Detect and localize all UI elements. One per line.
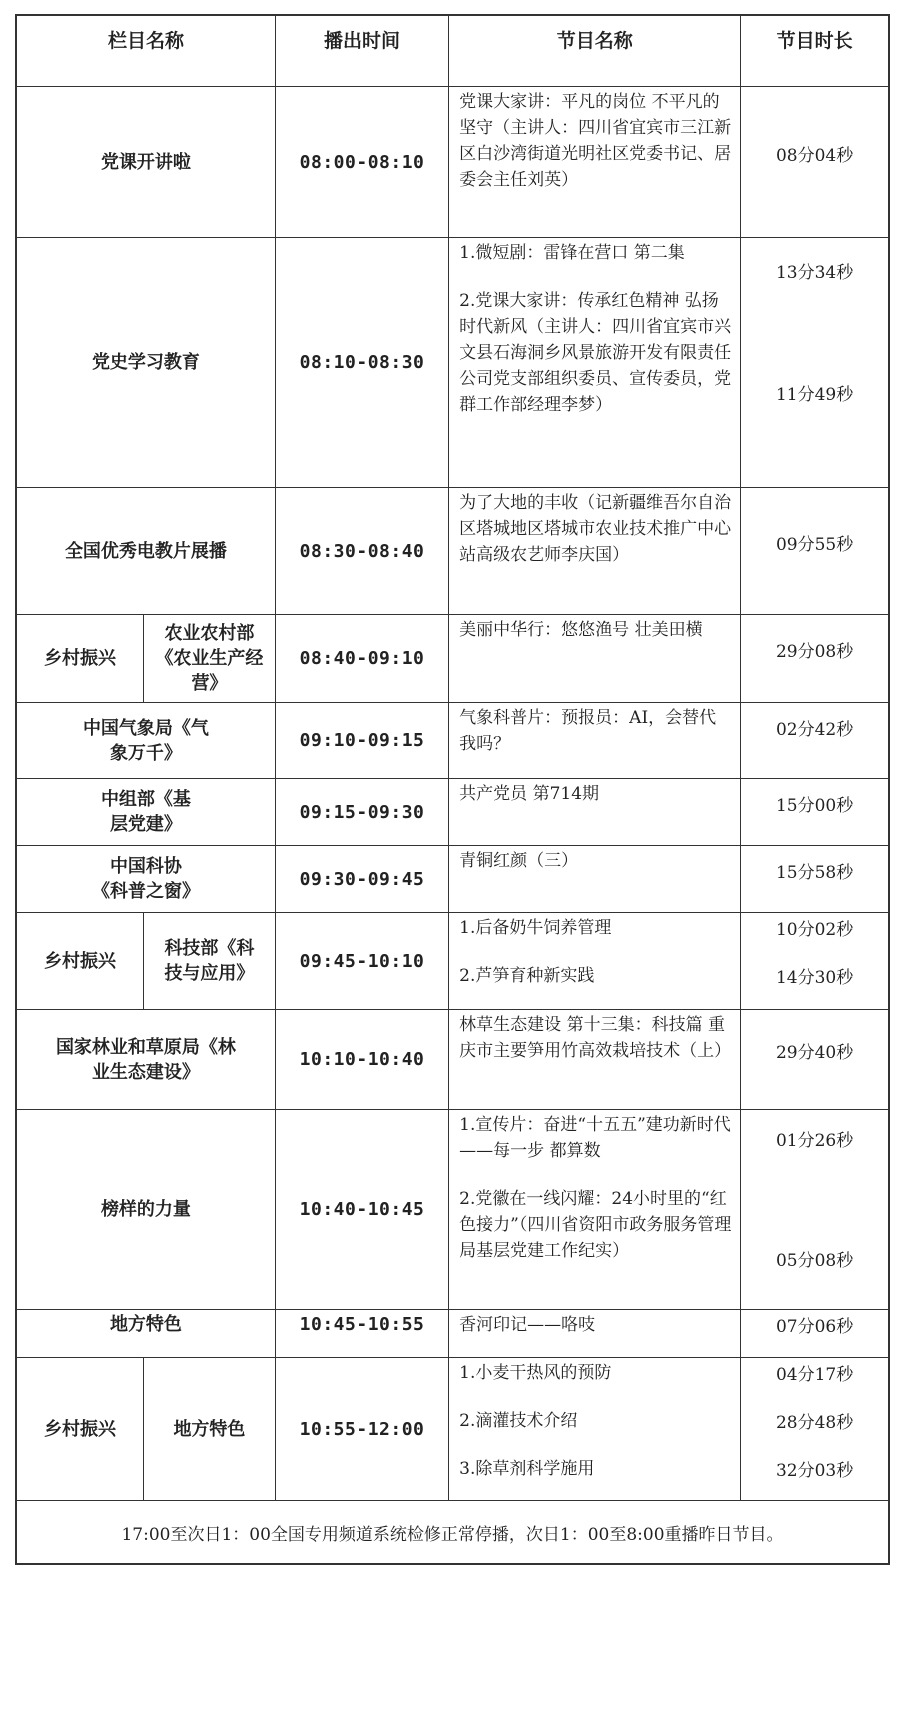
duration: 11分49秒 <box>775 385 854 405</box>
program-item: 1.后备奶牛饲养管理 <box>459 918 612 938</box>
program-name <box>449 703 741 779</box>
program-name <box>449 87 741 238</box>
program-item: 青铜红颜（三） <box>459 851 579 871</box>
column-name: 榜样的力量 <box>16 1110 275 1310</box>
program-item: 美丽中华行：悠悠渔号 壮美田横 <box>459 620 703 640</box>
program-item: 2.党徽在一线闪耀：24小时里的“红色接力”（四川省资阳市政务服务管理局基层党建工作纪实） <box>459 1189 732 1261</box>
program-name <box>449 238 741 488</box>
program-item: 林草生态建设 第十三集：科技篇 重庆市主要笋用竹高效栽培技术（上） <box>459 1015 732 1061</box>
column-name: 中国科协《科普之窗》 <box>16 846 275 913</box>
duration: 15分58秒 <box>775 863 854 883</box>
duration-cell <box>741 1310 889 1358</box>
airtime: 10:45-10:55 <box>275 1310 448 1358</box>
program-name <box>449 1310 741 1358</box>
column-name: 国家林业和草原局《林业生态建设》 <box>16 1010 275 1110</box>
column-name: 中国气象局《气象万千》 <box>16 703 275 779</box>
duration: 08分04秒 <box>775 146 854 166</box>
table-row <box>16 1010 889 1110</box>
program-item: 1.小麦干热风的预防 <box>459 1363 612 1383</box>
program-item: 气象科普片：预报员：AI，会替代我吗？ <box>459 708 717 754</box>
table-row <box>16 615 889 703</box>
column-name: 乡村振兴 <box>16 913 144 1010</box>
program-item: 香河印记——咯吱 <box>459 1315 596 1335</box>
duration-cell <box>741 703 889 779</box>
duration-cell <box>741 913 889 1010</box>
table-row <box>16 703 889 779</box>
airtime: 09:15-09:30 <box>275 779 448 846</box>
duration: 07分06秒 <box>775 1317 854 1337</box>
column-name: 乡村振兴 <box>16 1358 144 1501</box>
table-row <box>16 779 889 846</box>
duration-cell <box>741 238 889 488</box>
duration-cell <box>741 1358 889 1501</box>
program-name <box>449 779 741 846</box>
program-schedule-table <box>15 14 890 1565</box>
column-name: 党史学习教育 <box>16 238 275 488</box>
program-name <box>449 1110 741 1310</box>
program-name <box>449 913 741 1010</box>
airtime: 09:30-09:45 <box>275 846 448 913</box>
table-row <box>16 1310 889 1358</box>
duration-cell <box>741 615 889 703</box>
program-item: 2.芦笋育种新实践 <box>459 966 595 986</box>
duration: 09分55秒 <box>775 535 854 555</box>
airtime: 08:10-08:30 <box>275 238 448 488</box>
airtime: 10:55-12:00 <box>275 1358 448 1501</box>
airtime: 08:30-08:40 <box>275 488 448 615</box>
duration: 28分48秒 <box>775 1413 854 1433</box>
table-row <box>16 87 889 238</box>
duration: 29分40秒 <box>775 1043 854 1063</box>
duration: 05分08秒 <box>775 1251 854 1271</box>
program-item: 1.宣传片：奋进“十五五”建功新时代——每一步 都算数 <box>459 1115 731 1161</box>
duration-cell <box>741 1110 889 1310</box>
duration: 13分34秒 <box>775 263 854 283</box>
column-name: 全国优秀电教片展播 <box>16 488 275 615</box>
table-row <box>16 1110 889 1310</box>
header-duration: 节目时长 <box>741 15 889 87</box>
duration: 04分17秒 <box>775 1365 854 1385</box>
duration-cell <box>741 779 889 846</box>
program-item: 为了大地的丰收（记新疆维吾尔自治区塔城地区塔城市农业技术推广中心站高级农艺师李庆国） <box>459 493 732 565</box>
program-item: 共产党员 第714期 <box>459 784 600 804</box>
header-row <box>16 15 889 87</box>
airtime: 09:10-09:15 <box>275 703 448 779</box>
duration: 01分26秒 <box>775 1131 854 1151</box>
table-row <box>16 488 889 615</box>
program-item: 2.滴灌技术介绍 <box>459 1411 578 1431</box>
table-row <box>16 1358 889 1501</box>
duration: 32分03秒 <box>775 1461 854 1481</box>
duration: 29分08秒 <box>775 642 854 662</box>
program-name <box>449 846 741 913</box>
column-name: 中组部《基层党建》 <box>16 779 275 846</box>
sub-column-name: 农业农村部《农业生产经营》 <box>144 615 276 703</box>
footer-row <box>16 1501 889 1565</box>
airtime: 08:00-08:10 <box>275 87 448 238</box>
duration-cell <box>741 846 889 913</box>
program-item: 1.微短剧：雷锋在营口 第二集 <box>459 243 685 263</box>
duration: 02分42秒 <box>775 720 854 740</box>
airtime: 08:40-09:10 <box>275 615 448 703</box>
column-name: 乡村振兴 <box>16 615 144 703</box>
duration-cell <box>741 1010 889 1110</box>
footer-note: 17:00至次日1：00全国专用频道系统检修正常停播，次日1：00至8:00重播昨日节目。 <box>16 1501 889 1565</box>
program-name <box>449 1358 741 1501</box>
duration: 14分30秒 <box>775 968 854 988</box>
header-column-name: 栏目名称 <box>16 15 275 87</box>
table-row <box>16 238 889 488</box>
airtime: 10:40-10:45 <box>275 1110 448 1310</box>
header-airtime: 播出时间 <box>275 15 448 87</box>
duration-cell <box>741 87 889 238</box>
column-name: 地方特色 <box>16 1310 275 1358</box>
program-name <box>449 615 741 703</box>
column-name: 党课开讲啦 <box>16 87 275 238</box>
header-program-name: 节目名称 <box>449 15 741 87</box>
table-row <box>16 913 889 1010</box>
program-item: 党课大家讲：平凡的岗位 不平凡的坚守（主讲人：四川省宜宾市三江新区白沙湾街道光明社区党委书记、居委会主任刘英） <box>459 92 732 190</box>
duration: 15分00秒 <box>775 796 854 816</box>
airtime: 10:10-10:40 <box>275 1010 448 1110</box>
sub-column-name: 科技部《科技与应用》 <box>144 913 276 1010</box>
duration-cell <box>741 488 889 615</box>
sub-column-name: 地方特色 <box>144 1358 276 1501</box>
program-name <box>449 488 741 615</box>
program-item: 2.党课大家讲：传承红色精神 弘扬时代新风（主讲人：四川省宜宾市兴文县石海洞乡风景旅游开发有限责任公司党支部组织委员、宣传委员，党群工作部经理李梦） <box>459 291 732 415</box>
duration: 10分02秒 <box>775 920 854 940</box>
program-item: 3.除草剂科学施用 <box>459 1459 595 1479</box>
table-row <box>16 846 889 913</box>
airtime: 09:45-10:10 <box>275 913 448 1010</box>
program-name <box>449 1010 741 1110</box>
